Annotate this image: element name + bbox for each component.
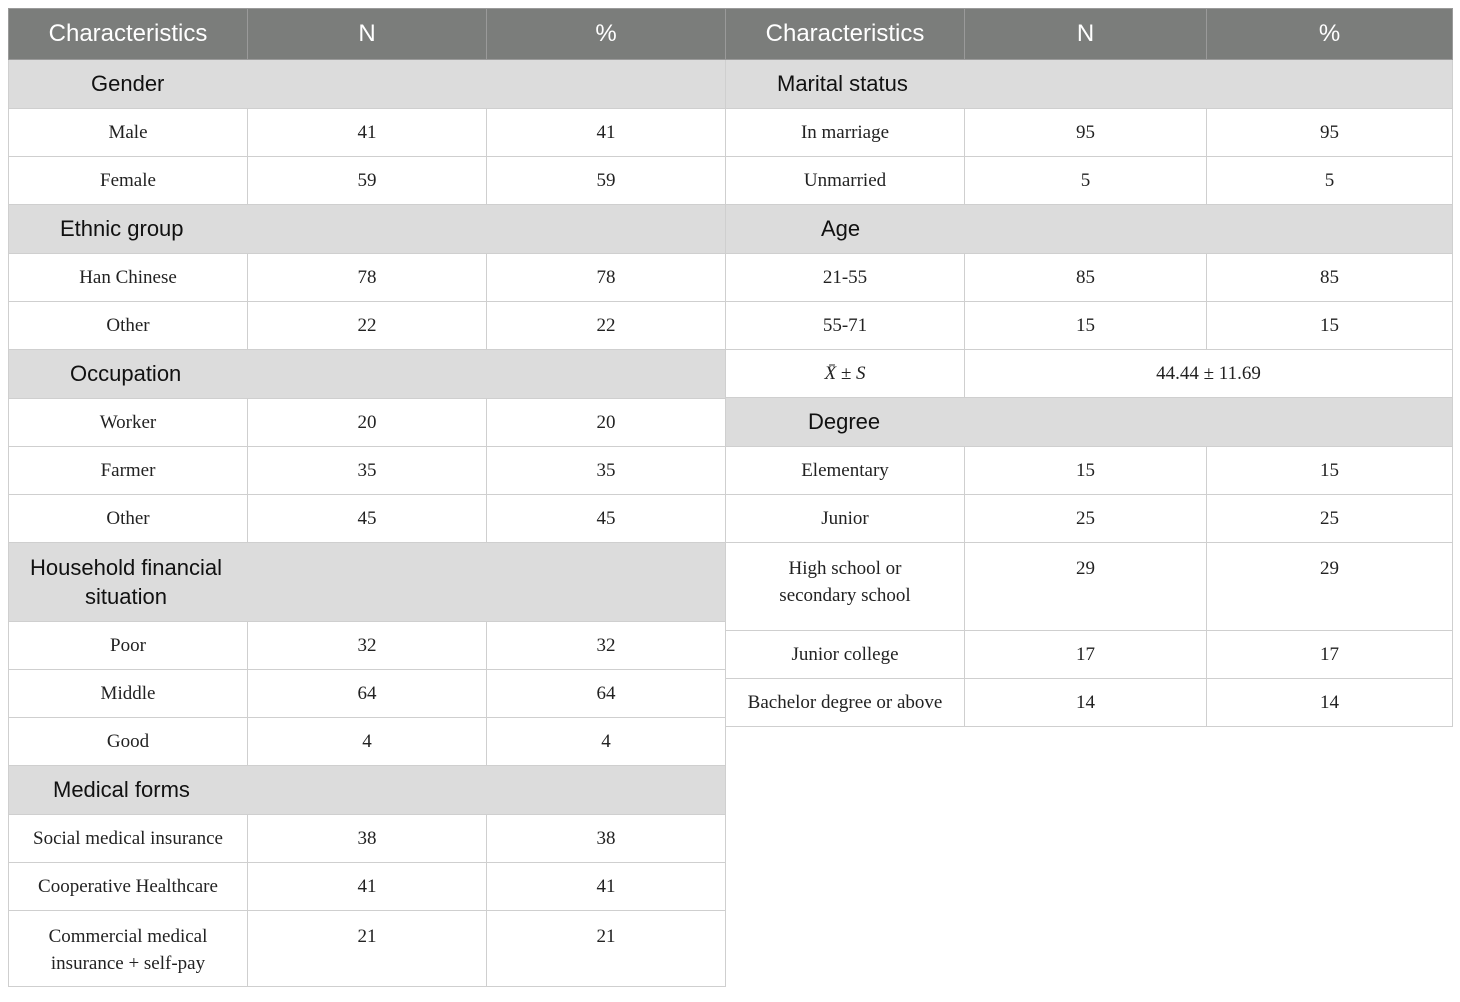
row-label: Other	[9, 302, 248, 350]
left-characteristics-table	[8, 8, 726, 987]
row-label: Junior	[726, 495, 965, 543]
row-n: 20	[248, 399, 487, 447]
section-age	[726, 205, 1453, 254]
row-percent: 17	[1207, 631, 1453, 679]
row-percent: 29	[1207, 543, 1453, 631]
row-label: Farmer	[9, 447, 248, 495]
row-percent: 22	[487, 302, 726, 350]
row-label-line2: secondary school	[779, 585, 911, 606]
table-row	[9, 911, 726, 987]
section-title-line1: Household financial	[30, 555, 223, 580]
table-row	[9, 495, 726, 543]
row-n: 59	[248, 157, 487, 205]
section-degree	[726, 398, 1453, 447]
row-n: 64	[248, 670, 487, 718]
row-percent: 59	[487, 157, 726, 205]
section-title: Age	[726, 205, 1453, 254]
section-marital-status	[726, 60, 1453, 109]
row-percent: 41	[487, 109, 726, 157]
table-row	[726, 447, 1453, 495]
row-n: 25	[965, 495, 1207, 543]
row-n: 22	[248, 302, 487, 350]
section-medical-forms	[9, 766, 726, 815]
row-n: 17	[965, 631, 1207, 679]
row-label: Cooperative Healthcare	[9, 863, 248, 911]
row-n: 38	[248, 815, 487, 863]
row-label	[9, 911, 248, 987]
row-percent: 78	[487, 254, 726, 302]
row-n: 32	[248, 622, 487, 670]
table-row	[726, 679, 1453, 727]
table-row	[9, 157, 726, 205]
row-n: 95	[965, 109, 1207, 157]
row-n: 14	[965, 679, 1207, 727]
row-percent: 15	[1207, 302, 1453, 350]
row-percent: 21	[487, 911, 726, 987]
row-label: 55-71	[726, 302, 965, 350]
row-label: Worker	[9, 399, 248, 447]
row-label: 21-55	[726, 254, 965, 302]
table-row	[726, 302, 1453, 350]
row-label: Social medical insurance	[9, 815, 248, 863]
row-percent: 38	[487, 815, 726, 863]
section-title: Ethnic group	[9, 205, 726, 254]
row-n: 35	[248, 447, 487, 495]
row-percent: 4	[487, 718, 726, 766]
row-percent: 45	[487, 495, 726, 543]
row-label: Bachelor degree or above	[726, 679, 965, 727]
row-percent: 20	[487, 399, 726, 447]
table-row	[726, 350, 1453, 398]
row-n: 5	[965, 157, 1207, 205]
header-percent: %	[487, 9, 726, 60]
row-label: In marriage	[726, 109, 965, 157]
row-label: Unmarried	[726, 157, 965, 205]
right-characteristics-table	[725, 8, 1453, 727]
row-n: 85	[965, 254, 1207, 302]
table-row	[9, 670, 726, 718]
section-title: Marital status	[726, 60, 1453, 109]
header-characteristics: Characteristics	[726, 9, 965, 60]
row-n: 78	[248, 254, 487, 302]
row-label-line1: Commercial medical	[48, 926, 208, 947]
row-label: Poor	[9, 622, 248, 670]
table-row	[726, 157, 1453, 205]
section-occupation	[9, 350, 726, 399]
section-title-line2: situation	[85, 584, 167, 609]
row-n: 15	[965, 447, 1207, 495]
row-label-line2: insurance + self-pay	[50, 953, 206, 974]
row-percent: 41	[487, 863, 726, 911]
row-percent: 5	[1207, 157, 1453, 205]
section-title: Gender	[9, 60, 726, 109]
row-label: Junior college	[726, 631, 965, 679]
header-row	[726, 9, 1453, 60]
row-label: Other	[9, 495, 248, 543]
row-percent: 25	[1207, 495, 1453, 543]
header-n: N	[965, 9, 1207, 60]
section-title-wrap	[30, 553, 222, 611]
section-title: Occupation	[9, 350, 726, 399]
table-row	[9, 254, 726, 302]
row-label: Good	[9, 718, 248, 766]
header-percent: %	[1207, 9, 1453, 60]
table-row	[726, 631, 1453, 679]
row-label: Male	[9, 109, 248, 157]
table-row	[9, 302, 726, 350]
section-title: Degree	[726, 398, 1453, 447]
row-label	[726, 543, 965, 631]
row-n: 4	[248, 718, 487, 766]
mean-sd-label: X̄ ± S	[726, 350, 965, 398]
row-n: 41	[248, 863, 487, 911]
row-n: 41	[248, 109, 487, 157]
table-row	[726, 543, 1453, 631]
row-percent: 15	[1207, 447, 1453, 495]
row-percent: 64	[487, 670, 726, 718]
table-row	[726, 495, 1453, 543]
table-row	[9, 447, 726, 495]
table-row	[9, 863, 726, 911]
section-title: Medical forms	[9, 766, 726, 815]
row-n: 29	[965, 543, 1207, 631]
row-label: Female	[9, 157, 248, 205]
row-label-line1: High school or	[788, 558, 902, 579]
row-n: 21	[248, 911, 487, 987]
row-percent: 95	[1207, 109, 1453, 157]
table-row	[9, 815, 726, 863]
table-row	[9, 109, 726, 157]
mean-sd-value: 44.44 ± 11.69	[965, 350, 1453, 398]
header-row	[9, 9, 726, 60]
row-n: 45	[248, 495, 487, 543]
row-label: Middle	[9, 670, 248, 718]
row-percent: 85	[1207, 254, 1453, 302]
table-row	[9, 718, 726, 766]
row-label: Elementary	[726, 447, 965, 495]
section-title	[9, 543, 726, 622]
table-row	[726, 109, 1453, 157]
header-characteristics: Characteristics	[9, 9, 248, 60]
row-percent: 35	[487, 447, 726, 495]
row-n: 15	[965, 302, 1207, 350]
table-row	[726, 254, 1453, 302]
table-row	[9, 399, 726, 447]
section-household-financial	[9, 543, 726, 622]
section-ethnic-group	[9, 205, 726, 254]
row-label: Han Chinese	[9, 254, 248, 302]
row-percent: 32	[487, 622, 726, 670]
section-gender	[9, 60, 726, 109]
header-n: N	[248, 9, 487, 60]
row-percent: 14	[1207, 679, 1453, 727]
table-row	[9, 622, 726, 670]
